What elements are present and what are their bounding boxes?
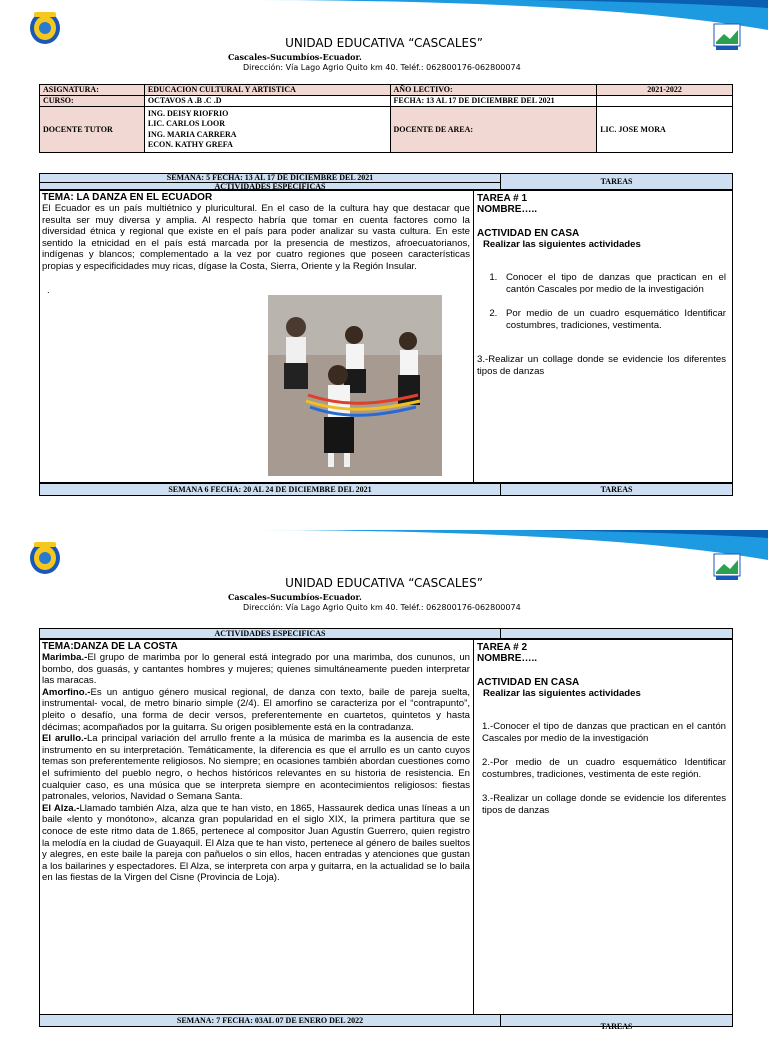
week7-footer-bar — [39, 1014, 733, 1031]
actividades-label: ACTIVIDADES ESPECIFICAS — [214, 182, 326, 191]
amorfino-text: Es un antiguo género musical regional, de danza con texto, baile de pareja suelta, instrumental- vocal, de metro binario simple (2/4). El amorfino se caracteriza por el “contrapunto”, pleito o desafío, una forma de decir versos, preferentemente en cuartetos, quintetos y hasta décimas; acompañados por la guitarra. Su origen posiblemente está en la contradanza. — [42, 686, 470, 733]
amorfino-term: Amorfino.- — [42, 686, 91, 698]
week7-semana-line: SEMANA: 7 FECHA: 03AL 07 DE ENERO DEL 2022 — [40, 1015, 501, 1026]
empty-cell — [597, 96, 733, 107]
week5-content — [39, 190, 733, 483]
docente-name: ECON. KATHY GREFA — [147, 140, 233, 149]
arullo-paragraph — [42, 733, 470, 803]
week5-tema: TEMA: LA DANZA EN EL ECUADOR — [42, 192, 213, 203]
week5-actividad-casa: ACTIVIDAD EN CASA — [477, 228, 580, 239]
school-name: UNIDAD EDUCATIVA “CASCALES” — [285, 36, 483, 50]
week6-realizar: Realizar las siguientes actividades — [483, 688, 641, 699]
course-info-table — [39, 84, 733, 153]
curso-label: CURSO: — [40, 96, 145, 107]
header-swoosh-decoration — [0, 530, 768, 570]
document-page-2 — [0, 530, 768, 1031]
week6-task-2: 2.-Por medio de un cuadro esquemático Identificar costumbres, tradiciones, vestimenta de este región. — [482, 757, 726, 780]
document-page-1 — [0, 0, 768, 512]
docente-name: ING. MARIA CARRERA — [147, 129, 237, 139]
school-location: Cascales-Sucumbíos-Ecuador. — [228, 52, 362, 62]
anio-value: 2021-2022 — [597, 85, 733, 96]
dance-photo-image — [268, 295, 442, 476]
docente-name: LIC. CARLOS LOOR — [147, 119, 226, 128]
docente-name: ING. DEISY RIOFRIO — [147, 108, 229, 118]
week5-realizar: Realizar las siguientes actividades — [483, 239, 641, 250]
school-crest-icon — [28, 540, 62, 576]
week5-header — [39, 173, 733, 190]
week6-footer-bar — [39, 483, 733, 496]
tareas-label: TAREAS — [600, 485, 633, 494]
week5-task-list — [482, 272, 726, 332]
fecha-value: FECHA: 13 AL 17 DE DICIEMBRE DEL 2021 — [390, 96, 597, 107]
school-location: Cascales-Sucumbíos-Ecuador. — [228, 592, 362, 602]
docente-area-value: LIC. JOSE MORA — [597, 107, 733, 153]
school-name: UNIDAD EDUCATIVA “CASCALES” — [285, 576, 483, 590]
school-address: Dirección: Vía Lago Agrio Quito km 40. Teléf.: 062800176-062800074 — [243, 63, 521, 72]
week6-task-3: 3.-Realizar un collage donde se evidencie los diferentes tipos de danzas — [482, 793, 726, 816]
school-address: Dirección: Vía Lago Agrio Quito km 40. Teléf.: 062800176-062800074 — [243, 603, 521, 612]
header-swoosh-decoration — [0, 0, 768, 40]
docente-tutor-label: DOCENTE TUTOR — [40, 107, 145, 153]
week6-content — [39, 639, 733, 1017]
week6-tema: TEMA:DANZA DE LA COSTA — [42, 641, 178, 652]
week6-semana-line: SEMANA 6 FECHA: 20 AL 24 DE DICIEMBRE DEL 2021 — [40, 484, 501, 495]
stray-dot: . — [47, 284, 50, 296]
week5-semana-line: SEMANA: 5 FECHA: 13 AL 17 DE DICIEMBRE DEL 2021 — [40, 174, 500, 183]
week5-nombre-field: NOMBRE….. — [477, 204, 537, 215]
amorfino-paragraph — [42, 687, 470, 733]
curso-value: OCTAVOS A .B .C .D — [144, 96, 390, 107]
week5-task-item: 2. Por medio de un cuadro esquemático Identificar costumbres, tradiciones, vestimenta. — [500, 308, 726, 332]
asignatura-label: ASIGNATURA: — [40, 85, 145, 96]
week6-header — [39, 628, 733, 639]
docentes-list — [144, 107, 390, 153]
tareas-label: TAREAS — [600, 177, 633, 186]
tareas-label: TAREAS — [600, 1022, 633, 1031]
actividades-label: ACTIVIDADES ESPECIFICAS — [40, 629, 501, 638]
week5-body: El Ecuador es un país multiétnico y pluricultural. En el caso de la cultura hay que destacar que resulta ser muy diversa y amplia. Al respecto habría que tomar en cuenta factores como la diversidad étnica y regional que existe en el país para poder analizar su vasta cultura. En este sentido la etnicidad en el país está marcada por la presencia de mestizos, afroecuatorianos, indígenas y blancos; complementado a la vez por cuatro regiones que poseen características propias y especificidades muy ricas, dígase la Costa, Sierra, Oriente y la Región Insular. — [42, 203, 470, 272]
anio-label: AÑO LECTIVO: — [390, 85, 597, 96]
week6-actividad-casa: ACTIVIDAD EN CASA — [477, 677, 580, 688]
tareas-label-empty — [501, 629, 732, 638]
arullo-text: La principal variación del arrullo frente a la música de marimba es la ausencia de este instrumento en su interpretación. Temáticamente, la diferencia es que el arrullo es un canto cuyos temas son preferentemente religiosos. No siempre; en ocasiones también abordan cuestiones como el sufrimiento del pueblo negro, o hechos históricos relevantes en su historia de resistencia. En cualquier caso, es una música que se interpreta siempre en acontecimientos religiosos: fiestas patronales, velorios, Navidad o Semana Santa. — [42, 733, 470, 803]
marimba-term: Marimba.- — [42, 652, 88, 663]
week5-tarea-title: TAREA # 1 — [477, 193, 528, 204]
arullo-term: El arullo.- — [42, 733, 87, 745]
alza-term: El Alza.- — [42, 802, 80, 814]
week5-task-item: 1. Conocer el tipo de danzas que practican en el cantón Cascales por medio de la investigación — [500, 272, 726, 296]
marimba-paragraph — [42, 652, 470, 687]
alza-text: Llamado también Alza, alza que te han visto, en 1865, Hassaurek dedica unas líneas a un baile «lento y monótono», alcanza gran popularidad en el siglo XIX, la primera partitura que se conoce de este ritmo data de 1.865, pertenece al compositor Juan Agustín Guerrero, quien registro la melodía en la ciudad de Guayaquil. El Alza que te han visto, pertenece al género de bailes sueltos y alegres, en este baile la pareja con pañuelos o sin ellos, hacen entradas y atenciones que gustan a los bailarines y espectadores. El Alza, se interpreta con arpa y guitarra, en la actualidad se lo baila en las fiestas de la Virgen del Cisne (Provincia de Loja). — [42, 802, 470, 884]
week6-tarea-title: TAREA # 2 — [477, 642, 528, 653]
week6-task-1: 1.-Conocer el tipo de danzas que practican en el cantón Cascales por medio de la investigación — [482, 721, 726, 744]
week6-nombre-field: NOMBRE….. — [477, 653, 537, 664]
docente-area-label: DOCENTE DE AREA: — [390, 107, 597, 153]
week5-task-3: 3.-Realizar un collage donde se evidencie los diferentes tipos de danzas — [477, 354, 726, 377]
alza-paragraph — [42, 803, 470, 884]
marimba-text: El grupo de marimba por lo general está integrado por una marimba, dos cununos, un bombo, dos guasás, y cantantes hombres y mujeres; quienes simultáneamente pueden interpretar las maracas. — [42, 652, 470, 687]
asignatura-value: EDUCACION CULTURAL Y ARTISTICA — [144, 85, 390, 96]
